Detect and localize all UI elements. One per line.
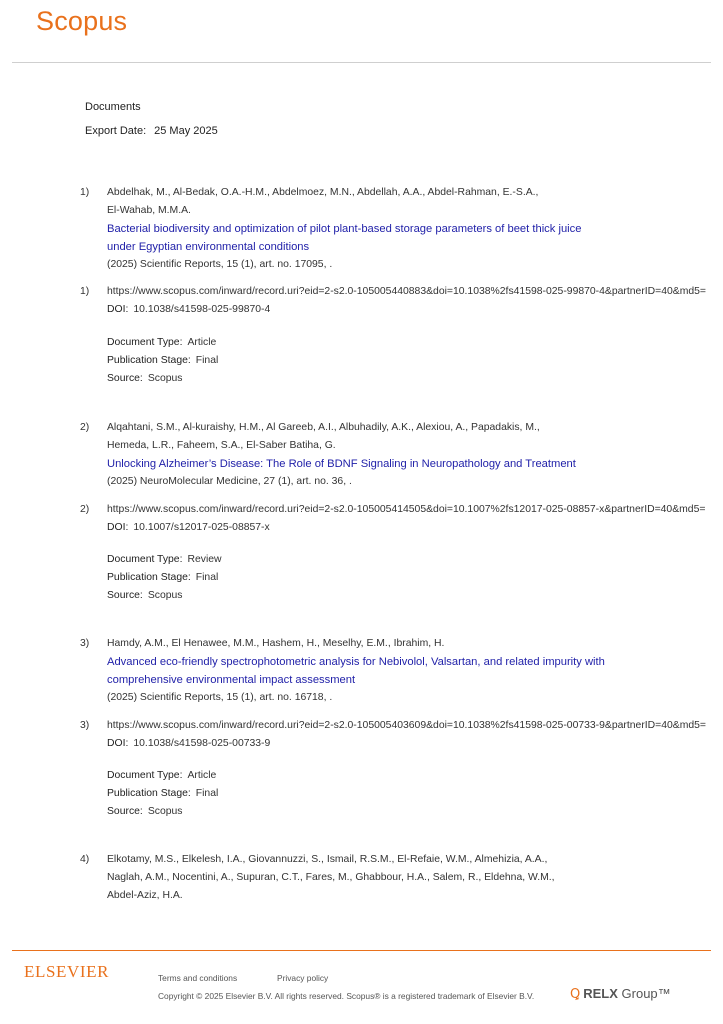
document-type-label: Document Type:: [107, 554, 183, 565]
record-authors: Alqahtani, S.M., Al-kuraishy, H.M., Al Gareeb, A.I., Albuhadily, A.K., Alexiou, A., Papadakis, M.,: [107, 422, 540, 433]
record-authors: Abdel-Aziz, H.A.: [107, 890, 183, 901]
record-authors: Abdelhak, M., Al-Bedak, O.A.-H.M., Abdelmoez, M.N., Abdellah, A.A., Abdel-Rahman, E.-S.A.,: [107, 187, 539, 198]
source-value: Scopus: [147, 806, 183, 817]
publication-stage-value: Final: [195, 572, 219, 583]
document-type-label: Document Type:: [107, 337, 183, 348]
record-number: 2): [80, 422, 90, 433]
url-number: 2): [80, 504, 90, 515]
doi-label: DOI:: [107, 738, 129, 749]
record-authors: Hamdy, A.M., El Henawee, M.M., Hashem, H., Meselhy, E.M., Ibrahim, H.: [107, 638, 445, 649]
privacy-link[interactable]: Privacy policy: [277, 973, 329, 983]
document-type-value: Article: [187, 770, 217, 781]
export-date-row: [85, 125, 218, 137]
record-title-link[interactable]: comprehensive environmental impact assessment: [107, 674, 356, 686]
record-authors: El-Wahab, M.M.A.: [107, 205, 191, 216]
export-date-label: Export Date:: [85, 125, 147, 137]
record-authors: Hemeda, L.R., Faheem, S.A., El-Saber Batiha, G.: [107, 440, 336, 451]
url-number: 1): [80, 286, 90, 297]
doi-value: 10.1038/s41598-025-99870-4: [133, 304, 271, 315]
record-authors: Naglah, A.M., Nocentini, A., Supuran, C.T., Fares, M., Ghabbour, H.A., Salem, R., Eldehna, W.M.,: [107, 872, 555, 883]
record-title-link[interactable]: under Egyptian environmental conditions: [107, 241, 310, 253]
document-type-row: [107, 551, 222, 569]
doi-row: [107, 519, 270, 537]
record-title-link[interactable]: Unlocking Alzheimer’s Disease: The Role of BDNF Signaling in Neuropathology and Treatment: [107, 458, 576, 470]
document-heading: Documents: [85, 101, 141, 113]
record-citation: (2025) Scientific Reports, 15 (1), art. no. 17095, .: [107, 259, 333, 270]
record-url[interactable]: https://www.scopus.com/inward/record.uri?eid=2-s2.0-105005414505&doi=10.1007%2fs12017-025-08857-x&partnerID=40&md5=: [107, 504, 706, 515]
doi-label: DOI:: [107, 522, 129, 533]
elsevier-logo[interactable]: ELSEVIER: [24, 962, 110, 981]
url-number: 3): [80, 720, 90, 731]
footer-divider: [12, 950, 711, 951]
relx-wordmark: RELX: [583, 986, 618, 1001]
record-authors: Elkotamy, M.S., Elkelesh, I.A., Giovannuzzi, S., Ismail, R.S.M., El-Refaie, W.M., Almehizia, A.A.,: [107, 854, 548, 865]
header-divider: [12, 62, 711, 63]
relx-group-text: Group™: [621, 986, 671, 1001]
record-number: 4): [80, 854, 90, 865]
source-label: Source:: [107, 373, 143, 384]
record-citation: (2025) Scientific Reports, 15 (1), art. no. 16718, .: [107, 692, 333, 703]
doi-value: 10.1038/s41598-025-00733-9: [133, 738, 271, 749]
publication-stage-label: Publication Stage:: [107, 572, 191, 583]
document-type-label: Document Type:: [107, 770, 183, 781]
source-label: Source:: [107, 806, 143, 817]
export-date-value: 25 May 2025: [154, 125, 218, 137]
document-type-value: Article: [187, 337, 217, 348]
doi-value: 10.1007/s12017-025-08857-x: [133, 522, 270, 533]
source-row: [107, 370, 182, 388]
record-url[interactable]: https://www.scopus.com/inward/record.uri?eid=2-s2.0-105005403609&doi=10.1038%2fs41598-025-00733-9&partnerID=40&md5=: [107, 720, 707, 731]
record-number: 3): [80, 638, 90, 649]
source-row: [107, 803, 182, 821]
doi-row: [107, 735, 270, 753]
document-type-row: [107, 334, 216, 352]
record-number: 1): [80, 187, 90, 198]
source-row: [107, 587, 182, 605]
source-value: Scopus: [147, 590, 183, 601]
record-url[interactable]: https://www.scopus.com/inward/record.uri?eid=2-s2.0-105005440883&doi=10.1038%2fs41598-025-99870-4&partnerID=40&md5=: [107, 286, 707, 297]
record-title-link[interactable]: Advanced eco-friendly spectrophotometric analysis for Nebivolol, Valsartan, and related impurity with: [107, 656, 605, 668]
publication-stage-row: [107, 785, 218, 803]
relx-logo[interactable]: [570, 986, 671, 1002]
document-type-value: Review: [187, 554, 222, 565]
doi-label: DOI:: [107, 304, 129, 315]
publication-stage-row: [107, 352, 218, 370]
publication-stage-row: [107, 569, 218, 587]
source-value: Scopus: [147, 373, 183, 384]
relx-mark-icon: Ꝗ: [570, 986, 581, 1001]
publication-stage-value: Final: [195, 355, 219, 366]
document-type-row: [107, 767, 216, 785]
record-citation: (2025) NeuroMolecular Medicine, 27 (1), art. no. 36, .: [107, 476, 352, 487]
source-label: Source:: [107, 590, 143, 601]
doi-row: [107, 301, 270, 319]
scopus-logo[interactable]: Scopus: [36, 6, 128, 36]
publication-stage-label: Publication Stage:: [107, 788, 191, 799]
copyright-text: Copyright © 2025 Elsevier B.V. All rights reserved. Scopus® is a registered trademark of Elsevier B.V.: [158, 991, 535, 1001]
publication-stage-label: Publication Stage:: [107, 355, 191, 366]
terms-link[interactable]: Terms and conditions: [158, 973, 238, 983]
publication-stage-value: Final: [195, 788, 219, 799]
record-title-link[interactable]: Bacterial biodiversity and optimization of pilot plant-based storage parameters of beet thick juice: [107, 223, 582, 235]
